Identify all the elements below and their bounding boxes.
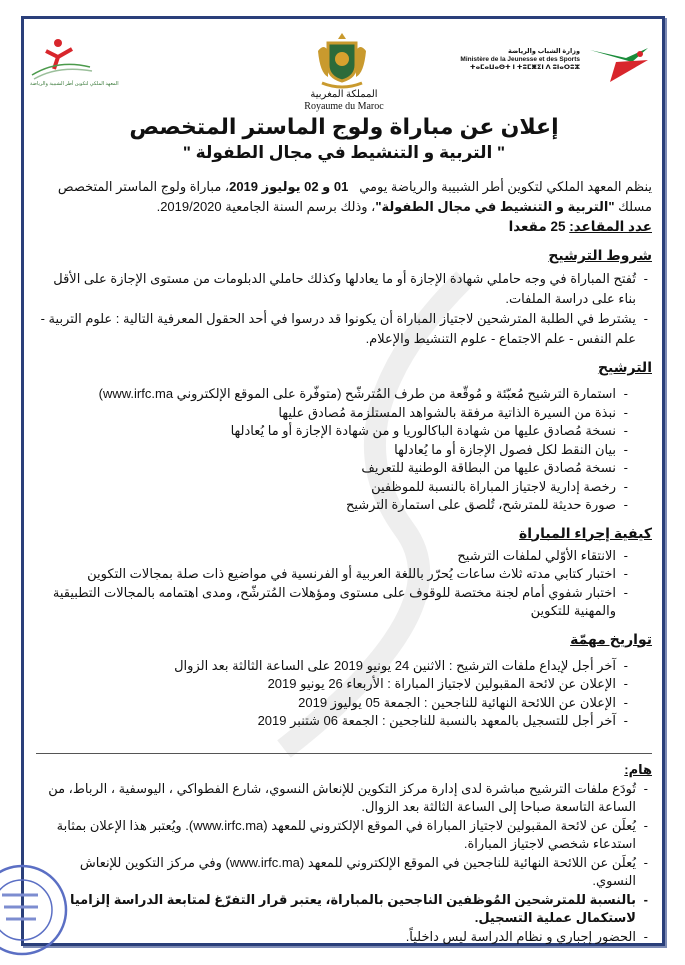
list-item: - بيان النقط لكل فصول الإجازة أو ما يُعادلها: [36, 441, 628, 460]
application-heading: الترشيح: [597, 359, 652, 375]
document-frame: [21, 16, 665, 946]
list-item: - نبذة من السيرة الذاتية مرفقة بالشواهد المستلزمة مُصادق عليها: [36, 404, 628, 423]
list-item: - الانتقاء الأوّلي لملفات الترشيح: [36, 547, 628, 566]
ministry-fr: Ministère de la Jeunesse et des Sports: [460, 56, 580, 63]
list-item: - يشترط في الطلبة المترشحين لاجتياز المباراة أن يكونوا قد درسوا في أحد الحقول المعرفية التالية : علوم التربية - علم النفس - علم الاجتماع - علوم التنشيط والإعلام.: [36, 309, 648, 349]
list-item: - تُفتح المباراة في وجه حاملي شهادة الإجازة أو ما يعادلها وكذلك حاملي الدبلومات من مستوى الإجازة على الأقل بناء على دراسة الملفات.: [36, 269, 648, 309]
list-item: - اختبار كتابي مدته ثلاث ساعات يُحرّر باللغة العربية أو الفرنسية في مواضيع ذات صلة بمجالات التكوين: [36, 565, 628, 584]
procedure-list: [36, 547, 652, 621]
ministry-text: [460, 48, 580, 72]
page-title: إعلان عن مباراة ولوج الماستر المتخصص: [129, 114, 559, 139]
ministry-tifinagh: ⵜⴰⵎⴰⵡⴰⵙⵜ ⵏ ⵜⵓⵎⵥⵉⵏ ⴷ ⵓⵏⴰⵔⵓⵣ: [469, 64, 580, 71]
list-item: - بالنسبة للمترشحين المُوظفين الناجحين بالمباراة، يعتبر قرار التفرّغ لمتابعة الدراسة إلزاميا لاستكمال عملية التسجيل.: [36, 891, 648, 928]
list-item: - صورة حديثة للمترشح، تُلصق على استمارة الترشيح: [36, 496, 628, 515]
royal-crest-icon: [314, 31, 370, 89]
kingdom-fr: Royaume du Maroc: [304, 101, 384, 112]
conditions-list: [36, 269, 652, 349]
list-item: - يُعلَن عن اللائحة النهائية للناجحين في الموقع الإلكتروني للمعهد (www.irfc.ma) وفي مركز التكوين للإنعاش النسوي.: [36, 854, 648, 891]
list-item: - تُودَع ملفات الترشيح مباشرة لدى إدارة مركز التكوين للإنعاش النسوي، شارع الفطواكي ، اليوسفية ، الرباط، من الساعة التاسعة صباحا إلى الساعة الثالثة بعد الزوال.: [36, 780, 648, 817]
list-item: - استمارة الترشيح مُعبّئة و مُوقّعة من طرف المُترشّح (متوفّرة على الموقع الإلكتروني www.irfc.ma): [36, 385, 628, 404]
ministry-emblem-icon: [586, 44, 652, 84]
seats-count: عدد المقاعد: 25 مقعدا: [508, 219, 652, 234]
list-item: - آخر أجل لإيداع ملفات الترشيح : الاثنين 24 يونيو 2019 على الساعة الثالثة بعد الزوال: [36, 657, 628, 676]
list-item: - الحضور إجباري و نظام الدراسة ليس داخلياً.: [36, 928, 648, 947]
list-item: - الإعلان عن لائحة المقبولين لاجتياز المباراة : الأربعاء 26 يونيو 2019: [36, 675, 628, 694]
list-item: - اختبار شفوي أمام لجنة مختصة للوقوف على مستوى ومؤهلات المُترشّح، ومدى اهتمامه بالمجالات التطبيقية والمهنية للتكوين: [36, 584, 628, 621]
dates-list: [36, 657, 652, 731]
important-list: [36, 780, 652, 947]
letterhead: [24, 19, 662, 114]
kingdom-label: [294, 89, 394, 113]
page-subtitle: " التربية و التنشيط في مجال الطفولة ": [182, 143, 506, 162]
ministry-logo: [442, 44, 652, 89]
conditions-heading: شروط الترشيح: [548, 247, 652, 263]
list-item: - نسخة مُصادق عليها من شهادة الباكالوريا و من شهادة الإجازة أو ما يُعادلها: [36, 422, 628, 441]
application-list: [36, 385, 652, 515]
kingdom-ar: المملكة المغربية: [310, 89, 378, 100]
institute-logo-caption: المعهد الملكي لتكوين أطر الشبيبة والرياضة: [30, 81, 119, 87]
list-item: - رخصة إدارية لاجتياز المباراة بالنسبة للموظفين: [36, 478, 628, 497]
official-stamp-icon: [0, 855, 72, 965]
procedure-heading: كيفية إجراء المباراة: [518, 524, 652, 541]
list-item: - نسخة مُصادق عليها من البطاقة الوطنية للتعريف: [36, 459, 628, 478]
divider: [36, 753, 652, 754]
contest-dates: 01 و 02 يوليوز 2019: [229, 179, 349, 194]
institute-logo: [28, 37, 119, 97]
important-heading: هام:: [624, 761, 652, 777]
ministry-ar: وزارة الشباب والرياضة: [508, 48, 580, 55]
list-item: - الإعلان عن اللائحة النهائية للناجحين : الجمعة 05 يوليوز 2019: [36, 694, 628, 713]
dates-heading: تواريخ مهمّة: [570, 630, 652, 647]
institute-logo-icon: [28, 37, 98, 81]
announcement-body: [36, 113, 652, 946]
intro-paragraph: ينظم المعهد الملكي لتكوين أطر الشبيبة والرياضة يومي 01 و 02 يوليوز 2019، مباراة ولوج الماستر المتخصص مسلك "التربية و التنشيط في مجال الطفولة"، وذلك برسم السنة الجامعية 2019/2020.: [57, 179, 652, 214]
list-item: - يُعلَن عن لائحة المقبولين لاجتياز المباراة في الموقع الإلكتروني للمعهد (www.irfc.ma). ويُعتبر هذا الإعلان بمثابة استدعاء شخصي لاجتياز المباراة.: [36, 817, 648, 854]
list-item: - آخر أجل للتسجيل بالمعهد بالنسبة للناجحين : الجمعة 06 شتنبر 2019: [36, 712, 628, 731]
track-name: "التربية و التنشيط في مجال الطفولة": [375, 199, 615, 214]
